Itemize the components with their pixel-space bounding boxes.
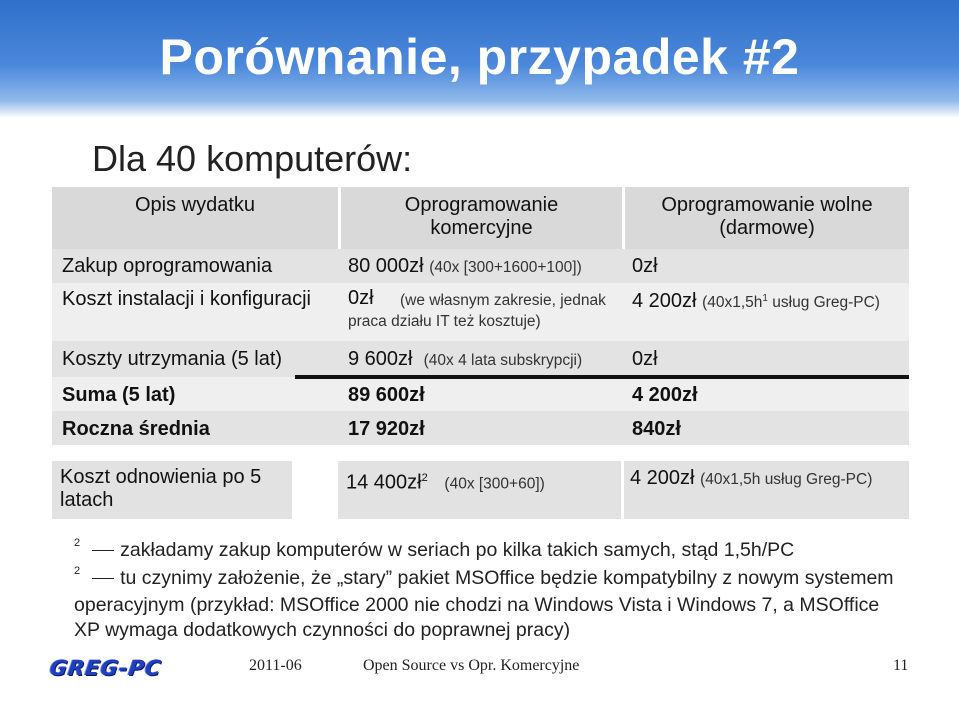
renewal-label: Koszt odnowienia po 5 latach bbox=[52, 461, 292, 519]
footnotes bbox=[74, 538, 904, 642]
row-label: Koszty utrzymania (5 lat) bbox=[62, 348, 283, 370]
page-number: 11 bbox=[893, 657, 909, 674]
row-label: Roczna średnia bbox=[62, 418, 210, 440]
free-cost: 4 200zł bbox=[632, 384, 698, 406]
table-row bbox=[52, 249, 909, 283]
commercial-cost: 80 000zł (40x [300+1600+100]) bbox=[348, 255, 582, 277]
table-header-row bbox=[52, 187, 909, 249]
table-row bbox=[52, 377, 909, 411]
renewal-table bbox=[52, 461, 909, 519]
footer-title: Open Source vs Opr. Komercyjne bbox=[363, 657, 580, 674]
row-label: Koszt instalacji i konfiguracji bbox=[62, 288, 311, 310]
table-row bbox=[52, 283, 909, 341]
footnote: $^2$ zakładamy zakup komputerów w seriach po kilka takich samych, stąd 1,5h/PC bbox=[74, 537, 795, 561]
row-label: Zakup oprogramowania bbox=[62, 255, 273, 277]
commercial-note: (we własnym zakresie, jednak praca działu IT też kosztuje) bbox=[348, 292, 606, 330]
renewal-free: 4 200zł (40x1,5h usług Greg-PC) bbox=[624, 461, 909, 519]
header-commercial: Oprogramowanie komercyjne bbox=[341, 187, 622, 249]
cost-table bbox=[52, 187, 909, 445]
footnote: $^2$ tu czynimy założenie, że „stary” pakiet MSOffice będzie kompatybilny z nowym systemem operacyjnym (przykład: MSOffice 2000 nie chodzi na Windows Vista i Windows 7, a MSOffice XP wymaga dodatkowych czynności do poprawnej pracy) bbox=[74, 564, 894, 641]
free-cost: 4 200zł ($40x1,5h^1$ usług Greg-PC) bbox=[632, 290, 880, 313]
free-cost: 840zł bbox=[632, 418, 681, 440]
table-row bbox=[52, 411, 909, 445]
footer-date: 2011-06 bbox=[249, 657, 302, 674]
slide-title: Porównanie, przypadek #2 bbox=[159, 29, 800, 85]
slide-subtitle: Dla 40 komputerów: bbox=[92, 138, 413, 179]
divider-bar bbox=[295, 375, 909, 379]
free-cost: 0zł bbox=[632, 255, 658, 277]
greg-pc-logo: GREG-PC bbox=[48, 656, 164, 680]
header-description: Opis wydatku bbox=[52, 187, 338, 249]
slide-footer bbox=[0, 652, 959, 682]
free-cost: 0zł bbox=[632, 348, 658, 370]
header-free: Oprogramowanie wolne (darmowe) bbox=[625, 187, 909, 249]
renewal-commercial: 14 $400zł^2$ (40x [300+60]) bbox=[338, 461, 621, 519]
row-label: Suma (5 lat) bbox=[62, 384, 176, 406]
table-row bbox=[52, 341, 909, 377]
commercial-cost: 17 920zł bbox=[348, 418, 425, 440]
commercial-cost: 89 600zł bbox=[348, 384, 425, 406]
commercial-cost: 9 600zł (40x 4 lata subskrypcji) bbox=[348, 348, 583, 370]
